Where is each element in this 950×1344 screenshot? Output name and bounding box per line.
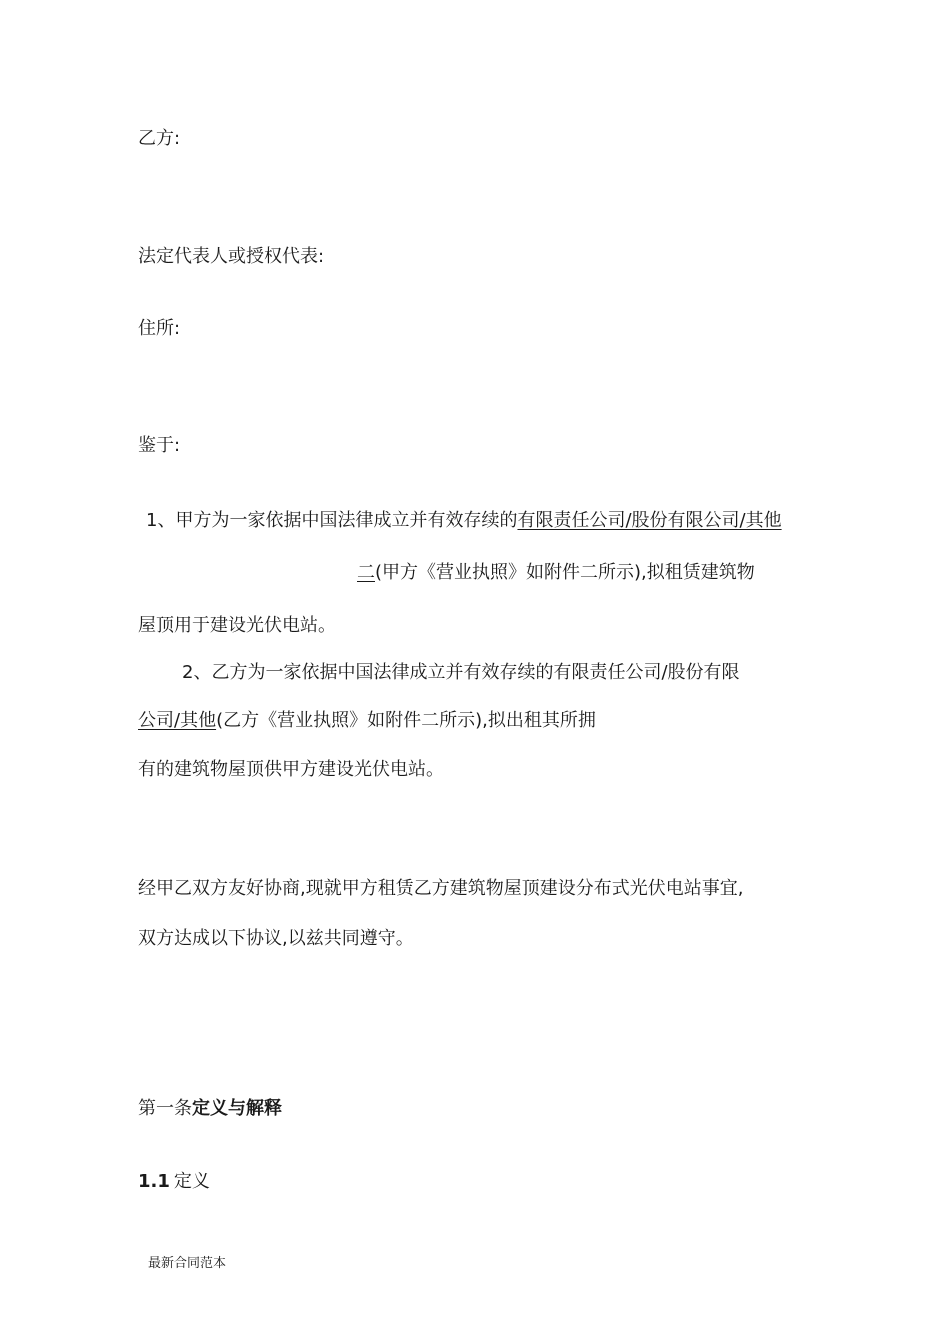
clause-2-license-text: (乙方《营业执照》如附件二所示),拟出租其所拥: [216, 710, 596, 731]
clause-2-line-1: 2、乙方为一家依据中国法律成立并有效存续的有限责任公司/股份有限: [182, 662, 740, 683]
clause-2-entity-type: 公司/其他: [138, 710, 217, 731]
party-b-label: 乙方:: [138, 128, 181, 149]
clause-1-blank-mark: 二: [357, 562, 375, 583]
clause-2-line-3: 有的建筑物屋顶供甲方建设光伏电站。: [138, 759, 444, 780]
whereas-label: 鉴于:: [138, 435, 181, 456]
clause-1-line-3: 屋顶用于建设光伏电站。: [138, 615, 336, 636]
article-1-title: 定义与解释: [192, 1098, 282, 1119]
section-1-1-title: 定义: [173, 1171, 210, 1192]
section-1-1-heading: [138, 1170, 210, 1194]
clause-1-line-1: [146, 509, 782, 533]
clause-1-license-text: (甲方《营业执照》如附件二所示),拟租赁建筑物: [375, 562, 755, 583]
clause-2-line-2: [138, 709, 596, 733]
article-1-heading: [138, 1097, 282, 1121]
clause-1-entity-type: 有限责任公司/股份有限公司/其他: [517, 510, 782, 531]
address-label: 住所:: [138, 318, 181, 339]
clause-1-prefix: 1、甲方为一家依据中国法律成立并有效存续的: [146, 510, 518, 531]
section-1-1-number: 1.1: [138, 1171, 170, 1192]
article-1-prefix: 第一条: [138, 1098, 192, 1119]
legal-representative-label: 法定代表人或授权代表:: [138, 246, 325, 267]
clause-1-line-2: [357, 561, 755, 585]
footer-watermark-text: 最新合同范本: [148, 1256, 227, 1271]
agreement-line-1: 经甲乙双方友好协商,现就甲方租赁乙方建筑物屋顶建设分布式光伏电站事宜,: [138, 878, 744, 899]
agreement-line-2: 双方达成以下协议,以兹共同遵守。: [138, 928, 414, 949]
